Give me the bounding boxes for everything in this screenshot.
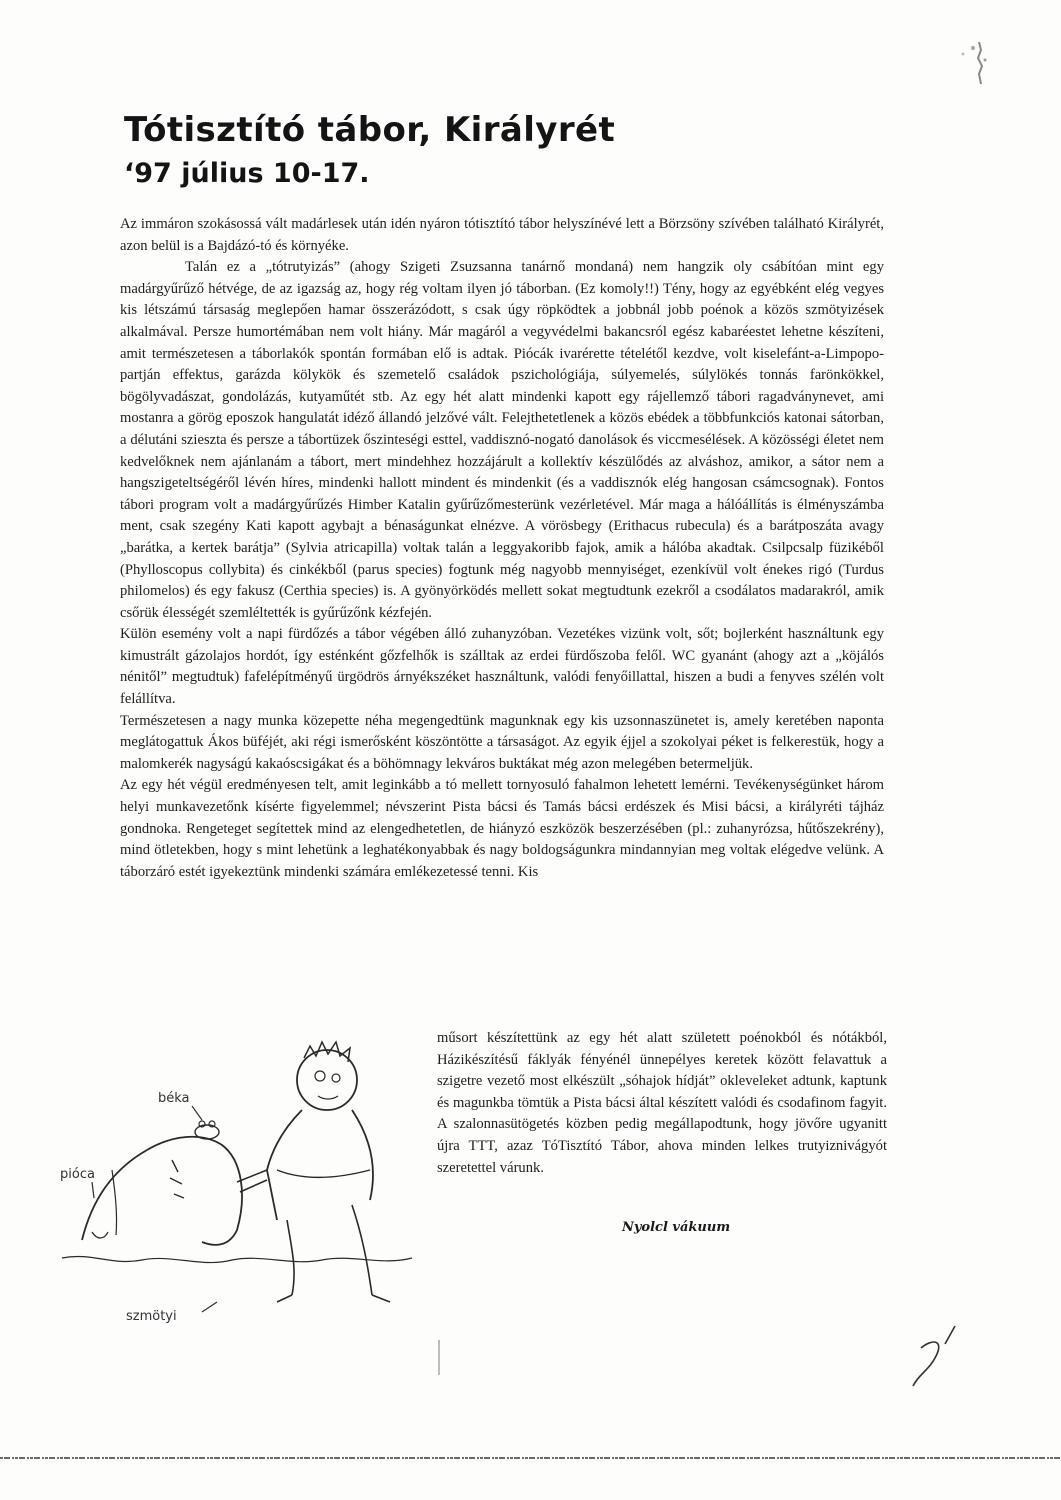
paragraph-camp-life: Talán ez a „tótrutyizás” (ahogy Szigeti Zsuzsanna tanárnő mondaná) nem hangzik oly csábítóan mint egy madárgyűrűző hétvége, de az igazság az, hogy rég voltam ilyen jó táborban. (Ez komoly!!) Tény, hogy az egyébként elég vegyes kis létszámú társaság meglepően hamar összerázódott, s csak úgy röpködtek a jobbnál jobb poénok a közös szmötyizések alkalmával. Persze humortémában nem volt hiány. Már magáról a vegyvédelmi bakancsról egész kabaréestet lehetne készíteni, amit természetesen a táborlakók spontán formában elő is adtak. Piócák ivarérette tételétől kezdve, volt kiselefánt-a-Limpopo-partján effektus, garázda kölykök és szemetelő családok pszichológiája, súlyemelés, súlylökés tonnás farönkökkel, bögölyvadászat, gondolázás, kutyaműtét stb. Az egy hét alatt mindenki kapott egy rájellemző tábori ragadványnevet, ami mostanra a görög eposzok hangulatát idéző állandó jelzővé vált. Felejthetetlenek a közös ebédek a többfunkciós katonai sátorban, a délutáni sziesztа és persze a tábortüzek őszinteségi esttel, vaddisznó-nogató danolások és viccmesélések. A közösségi életet nem kedvelőknek nem ajánlanám a tábort, mert mindehhez hozzájárult a kollektív készülődés az alváshoz, amikor, a sátor nem a hangszigeteltségéről lévén híres, mindenki hallott mindent és mindenkit (és a vaddisznók elég hangosan csámcsognak). Fontos tábori program volt a madárgyűrűzés Himber Katalin gyűrűzőmesterünk vezérletével. Már maga a hálóállítás is élményszámba ment, csak szegény Kati kapott agybajt a bénaságunkat elnézve. A vörösbegy (Erithacus rubecula) és a barátposzáta avagy „barátka, a kertek barátja” (Sylvia atricapilla) voltak talán a leggyakoribb fajok, amik a hálóba akadtak. Csilpcsalp füzikéből (Phylloscopus collybita) és cinkékből (parus species) fogtunk még nagyobb mennyiséget, ezenkívül volt énekes rigó (Turdus philomelos) és egy fakusz (Certhia species) is. A gyönyörködés mellett sokat megtudtunk ezekről a csodálatos madarakról, amik csőrük élességét szemléltették is gyűrűzőnk kézfején. (120, 259, 884, 621)
cartoon-drawing (52, 1020, 452, 1340)
paragraph-results: Az egy hét végül eredményesen telt, amit leginkább a tó mellett tornyosuló fahalmon lehetett lemérni. Tevékenységünket három helyi munkavezetőnk kísérte figyelemmel; névszerint Pista bácsi és Tamás bácsi erdészek és Misi bácsi, a királyréti tájház gondnoka. Rengeteget segítettek mind az elengedhetetlen, de hiányzó eszközök beszerzésében (pl.: zuhanyrózsa, hűtőszekrény), mind ötletekben, hogy s mint lehetünk a leghatékonyabbak és nagy boldogságunkra mindannyian meg voltak elégedve velünk. A táborzáró estét igyekeztünk mindenki számára emlékezetessé tenni. Kis (120, 777, 884, 880)
paragraph-snacks: Természetesen a nagy munka közepette néha megengedtünk magunknak egy kis uzsonnaszünetet is, amely keretében naponta meglátogattuk Ákos büféjét, aki régi ismerősként köszöntötte a társaságot. Az egyik éjjel a szokolyai péket is felkerestük, hogy a malomkerék nagyságú kakaóscsigákat és a böhömnagy lekváros buktákat még azon melegében betermeljük. (120, 712, 884, 772)
gunk-label: szmötyi (126, 1309, 177, 1324)
scan-speck (951, 38, 991, 93)
article-date: ‘97 július 10-17. (124, 158, 370, 189)
frog-label: béka (158, 1091, 190, 1106)
paragraph-closing: műsort készítettünk az egy hét alatt született poénokból és nótákból, Házikészítésű fáklyák fényénél ünnepélyes keretek között felavattuk a szigetre vezető most elkészült „sóhajok hídját” okleveleket adtunk, kaptunk és magunkba tömtük a Pista bácsi által készített valódi és csodafinom fagyit. A szalonnasütögetés közben pedig megállapodtunk, hogy jövőre ugyanitt újra TTT, azaz TóTisztító Tábor, ahova minden lelkes trutyiznivágyót szeretettel várunk. (437, 1030, 887, 1176)
leech-label: pióca (60, 1167, 95, 1182)
scan-edge-line (0, 1455, 1061, 1461)
article-title: Tótisztító tábor, Királyrét (124, 110, 616, 150)
article-body-narrow (437, 1028, 887, 1179)
paragraph-intro: Az immáron szokásossá vált madárlesek után idén nyáron tótisztító tábor helyszínévé lett a Börzsöny szívében található Királyrét, azon belül is a Bajdázó-tó és környéke. (120, 216, 884, 254)
author-signature: Nyolcl vákuum (622, 1220, 731, 1235)
paragraph-bathing: Külön esemény volt a napi fürdőzés a tábor végében álló zuhanyzóban. Vezetékes vizünk volt, sőt; bojlerként használtunk egy kimustrált gázolajos hordót, így esténként gőzfelhők is szálltak az erdei fürdőszoba felől. WC gyanánt (ahogy azt a „köjálós nénitől” megtudtuk) fafelépítményű ürgödrös árnyékszéket használtunk, valódi fenyőillattal, hiszen a budi a fenyves szélén volt felállítva. (120, 626, 884, 708)
pen-mark (905, 1318, 975, 1398)
margin-line (438, 1340, 440, 1375)
article-body (120, 214, 884, 883)
